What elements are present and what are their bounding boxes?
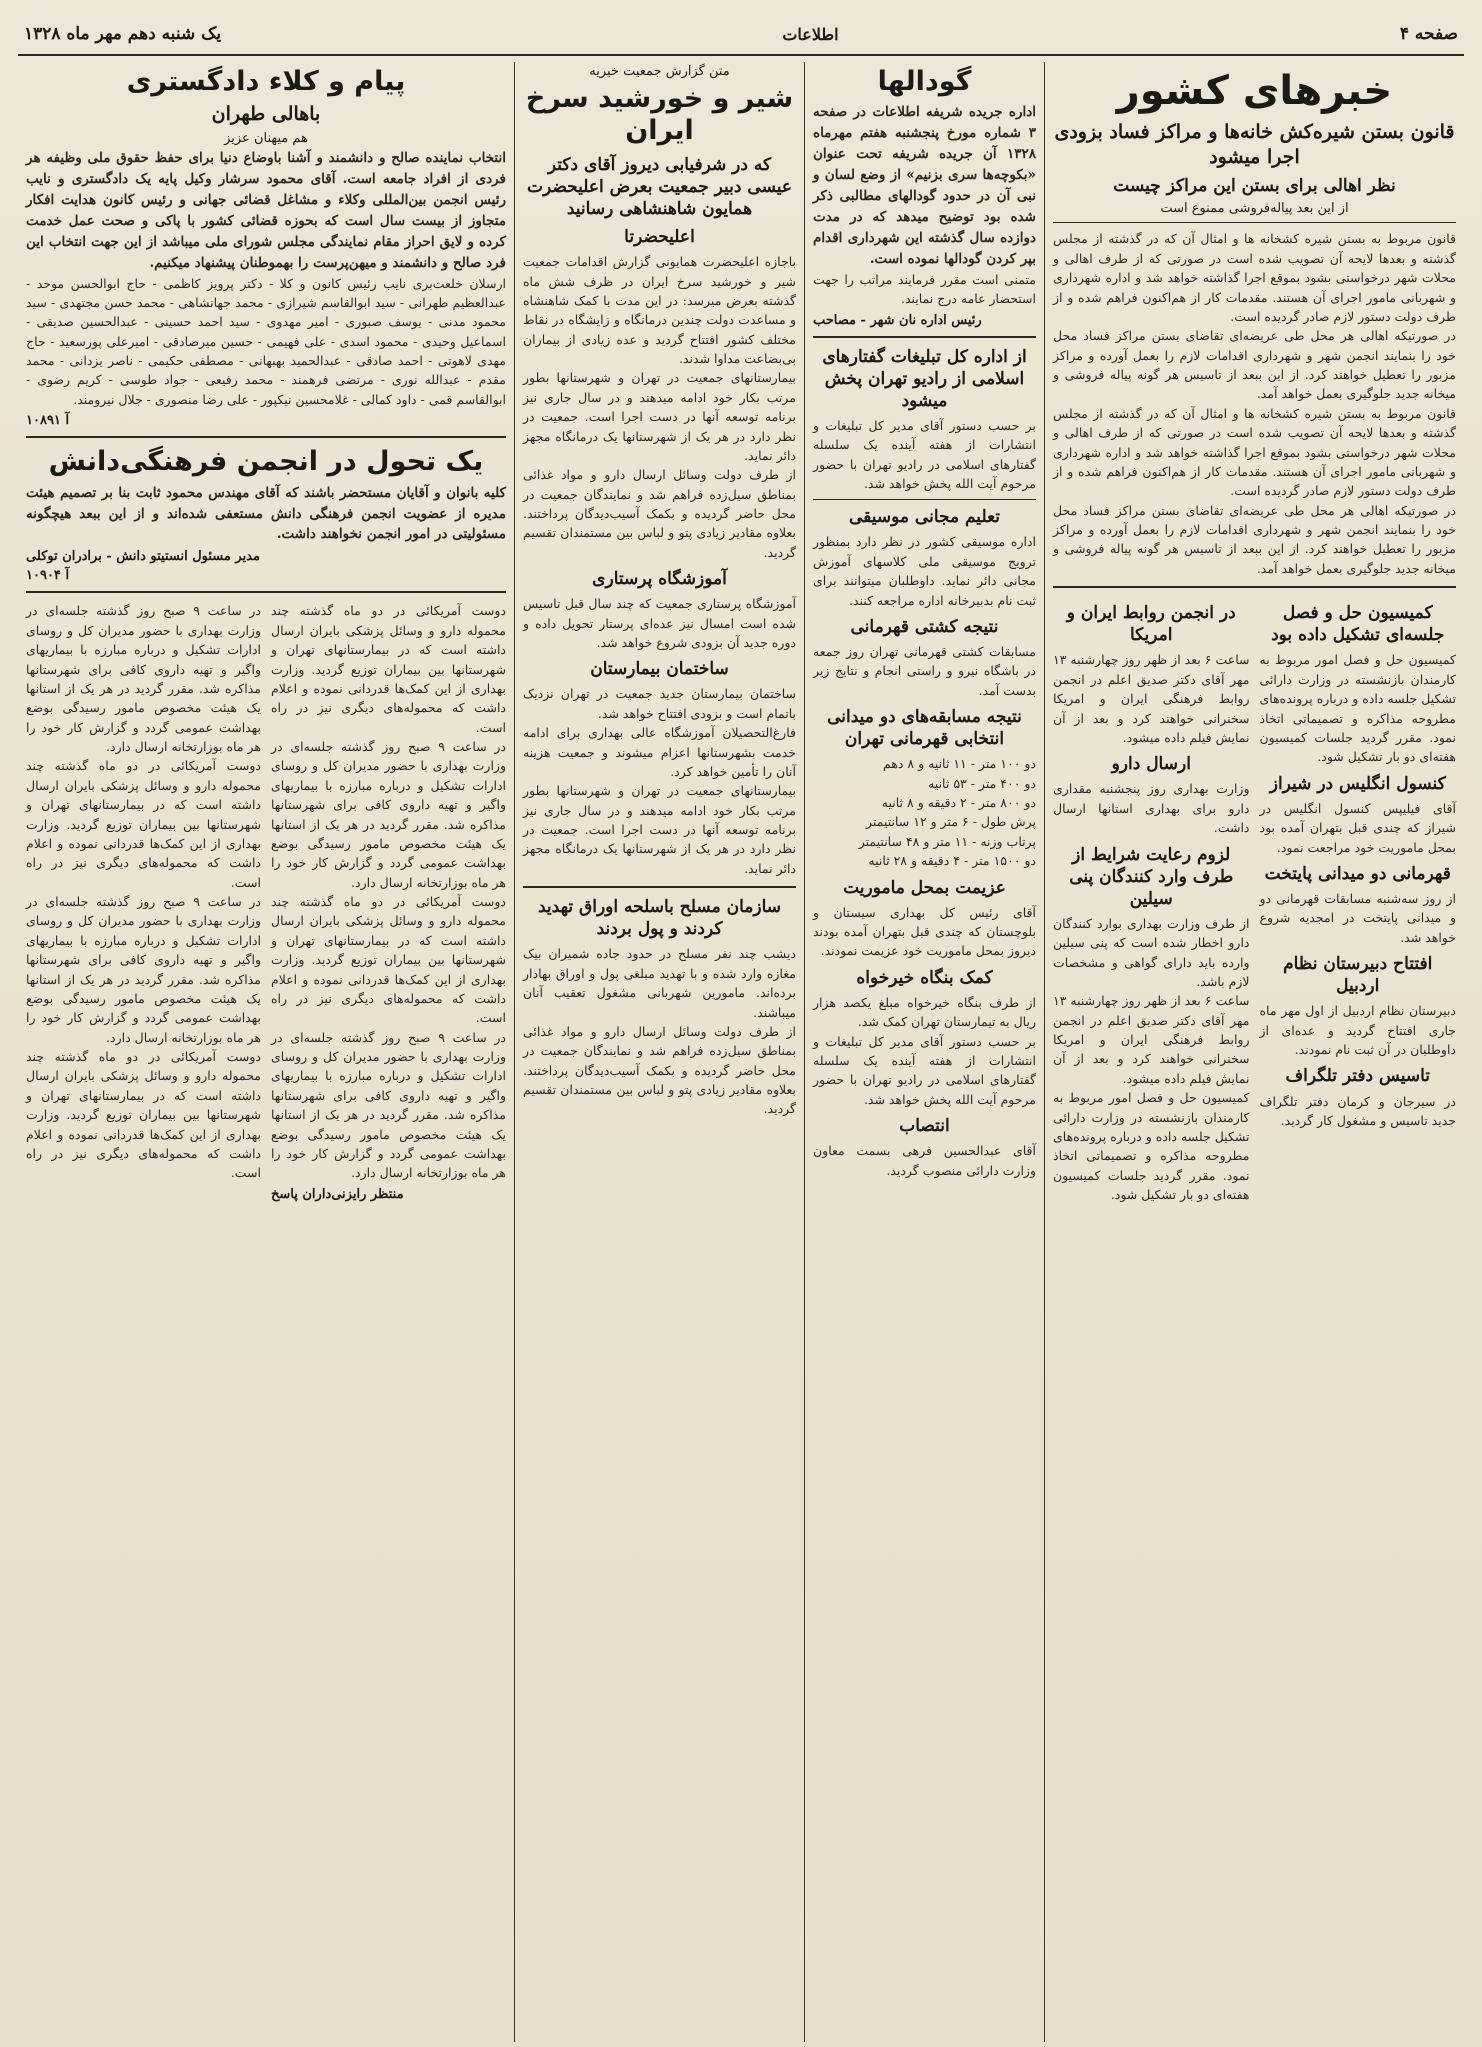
article-body: دبیرستان نظام اردبیل از اول مهر ماه جاری افتتاح گردید و عده‌ای از داوطلبان در آن ثبت نام نمودند. [1259,1003,1456,1058]
article-body: دوست آمریکائی در دو ماه گذشته چند محموله دارو و وسائل پزشکی بایران ارسال داشته است که در بیمارستانهای تهران و شهرستانها بین بیماران توزیع گردید. وزارت بهداری از این کمک‌ها قدردانی نموده و اعلام داشت که محموله‌های دیگری نیز در راه است. [271,894,506,1026]
newspaper-name: اطلاعات [782,24,839,44]
columns [18,62,1464,2042]
headline-commission: کمیسیون حل و فصل جلسه‌ای تشکیل داده بود [1271,603,1445,646]
article-body: باجازه اعلیحضرت همایونی گزارش اقدامات جمعیت شیر و خورشید سرخ ایران در ظرف شش ماه گذشته بعرض میرسد: در این مدت با کمک شاهنشاه و مساعدت دولت چندین درمانگاه و زایشگاه در نقاط مختلف کشور افتتاح گردید و عده زیادی از بیماران بی‌بضاعت مداوا شدند. [523,254,796,367]
article-body: در ساعت ۹ صبح روز گذشته جلسه‌ای در وزارت بهداری با حضور مدیران کل و روسای ادارات تشکیل و درباره مبارزه با بیماریهای واگیر و تهیه داروی کافی برای شهرستانها مذاکره شد. مقرر گردید در هر یک از استانها یک هیئت مخصوص مامور رسیدگی بوضع بهداشت عمومی گردد و گزارش کار خود را هر ماه بوزارتخانه ارسال دارد. [271,1029,506,1181]
article-body: آقای عبدالحسین فرهی بسمت معاون وزارت دارائی منصوب گردید. [813,1143,1036,1178]
article-body: کمیسیون حل و فصل امور مربوط به کارمندان بازنشسته در وزارت دارائی تشکیل جلسه داده و درباره پرونده‌های مطروحه مذاکره و تصمیماتی اتخاذ نمود. مقرر گردید جلسات کمیسیون هفته‌ای دو بار تشکیل شود. [1053,1090,1250,1203]
article-body: مسابقات کشتی قهرمانی تهران روز جمعه در باشگاه نیرو و راستی انجام و نتایج زیر بدست آمد. [813,643,1036,698]
article-body: قانون مربوط به بستن شیره کشخانه ها و امثال آن که در گذشته از مجلس گذشته و بعدها لایحه آن تصویب شده است در صورتی که از طرف اهالی و محلات شهر درخواستی بشود بموقع اجرا گذاشته خواهد شد و اداره شهرداری و شهربانی مامور اجرای آن هستند. مقدمات کار از هم‌اکنون فراهم شده و از طرف دولت دستور لازم صادر گردیده است. [1053,405,1456,499]
article-body: بر حسب دستور آقای مدیر کل تبلیغات و انتشارات از هفته آینده یک سلسله گفتارهای اسلامی در رادیو تهران با حضور مرحوم آیت الله پخش خواهد شد. [813,1033,1036,1107]
article-body: بیمارستانهای جمعیت در تهران و شهرستانها بطور مرتب بکار خود ادامه میدهند و در سال جاری نیز برنامه توسعه آنها در دست اجرا است. جمعیت در نظر دارد در هر یک از شهرستانها یک درمانگاه مجهز دائر نماید. [523,783,796,876]
closing-line: منتظر رایزنی‌داران پاسخ [271,1186,404,1202]
headline-departure: عزیمت بمحل ماموریت [843,877,1006,898]
article-body: در ساعت ۹ صبح روز گذشته جلسه‌ای در وزارت بهداری با حضور مدیران کل و روسای ادارات تشکیل و درباره مبارزه با بیماریهای واگیر و تهیه داروی کافی برای شهرستانها مذاکره شد. مقرر گردید در هر یک از استانها یک هیئت مخصوص مامور رسیدگی بوضع بهداشت عمومی گردد و گزارش کار خود را هر ماه بوزارتخانه ارسال دارد. [26,603,261,755]
article-body: انتخاب نماینده صالح و دانشمند و آشنا باوضاع دنیا برای حفظ حقوق ملی وظیفه هر فردی از افراد جامعه است. آقای محمود سرشار وکیل پایه یک دادگستری و نایب رئیس انجمن بین‌المللی وکلاء و مشاغل قضائی جهانی و رئیس کانون هدایت افکار متجاوز از بیست سال است که بحوزه قضائی کشور با پاکی و صحت عمل خدمت کرده و لایق احراز مقام نمایندگی مجلس شورای ملی میباشد از این جهت انتخاب این فرد صالح و دانشمند و میهن‌پرست را بهموطنان پیشنهاد میکنیم. [26,150,506,271]
column-country-news [1044,62,1464,2042]
section-title-gudalha: گودالها [877,66,972,97]
column-gudalha [804,62,1044,2042]
headline-broadcast: از اداره کل تبلیغات گفتارهای اسلامی از رادیو تهران پخش میشود [822,346,1027,411]
section-title-lawyers-message: پیام و کلاء دادگستری [126,66,406,97]
article-body: قانون مربوط به بستن شیره کشخانه ها و امثال آن که در گذشته از مجلس گذشته و بعدها لایحه آن تصویب شده است در صورتی که از طرف اهالی و محلات شهر درخواستی بشود بموقع اجرا گذاشته خواهد شد و اداره شهرداری و شهربانی مامور اجرای آن هستند. مقدمات کار از هم‌اکنون فراهم شده و از طرف دولت دستور لازم صادر گردیده است. [1053,231,1456,324]
result-line: دو ۱۵۰۰ متر - ۴ دقیقه و ۲۸ ثانیه [868,853,1036,869]
article-body: اداره جریده شریفه اطلاعات در صفحه ۳ شماره مورخ پنجشنبه هفتم مهرماه ۱۳۲۸ آن جریده شریفه تحت عنوان «بکوچه‌ها سری بزنیم» از وضع لسان و نبی آن در حدود گودالهای مطالبی ذکر شده بود توضیح میدهد که در مدت دوازده سال گذشته این شهرداری اقدام بپر کردن گودالها نموده است. [813,104,1036,267]
salutation: اعلیحضرتا [624,227,695,248]
headline-wrestling: نتیجه کشتی قهرمانی [850,616,999,637]
lower-articles [26,601,506,1205]
headline-military-school: افتتاح دبیرستان نظام اردبیل [1283,954,1433,997]
article-body: در صورتیکه اهالی هر محل طی عریضه‌ای تقاضای بستن مراکز فساد محل خود را بنمایند انجمن شهر و شهرداری اقدامات لازم را بعمل آورده و مراکز مزبور را تعطیل خواهند کرد. از این ببعد از تاسیس هر گونه پیاله فروشی و میخانه جدید جلوگیری بعمل خواهد آمد. [1053,328,1456,402]
section-title-country-news: خبرهای کشور [1116,68,1393,114]
headline-liquor-ban: از این بعد پیاله‌فروشی ممنوع است [1160,201,1349,217]
article-body: در ساعت ۹ صبح روز گذشته جلسه‌ای در وزارت بهداری با حضور مدیران کل و روسای ادارات تشکیل و درباره مبارزه با بیماریهای واگیر و تهیه داروی کافی برای شهرستانها مذاکره شد. مقرر گردید در هر یک از استانها یک هیئت مخصوص مامور رسیدگی بوضع بهداشت عمومی گردد و گزارش کار خود را هر ماه بوزارتخانه ارسال دارد. [271,739,506,890]
article-body: در ساعت ۹ صبح روز گذشته جلسه‌ای در وزارت بهداری با حضور مدیران کل و روسای ادارات تشکیل و درباره مبارزه با بیماریهای واگیر و تهیه داروی کافی برای شهرستانها مذاکره شد. مقرر گردید در هر یک از استانها یک هیئت مخصوص مامور رسیدگی بوضع بهداشت عمومی گردد و گزارش کار خود را هر ماه بوزارتخانه ارسال دارد. [26,894,261,1045]
signature: مدیر مسئول انستیتو دانش - برادران توکلی [26,549,260,565]
article-body: آقای رئیس کل بهداری سیستان و بلوچستان که چندی قبل بتهران آمده بودند دیروز بمحل ماموریت خود عزیمت نمودند. [813,904,1036,959]
page-number: صفحه ۴ [1399,24,1458,44]
masthead [18,14,1464,56]
headline-nursing-school: آموزشگاه پرستاری [592,569,727,590]
article-body: بیمارستانهای جمعیت در تهران و شهرستانها بطور مرتب بکار خود ادامه میدهند و در سال جاری نیز برنامه توسعه آنها در دست اجرا است. جمعیت در نظر دارد در هر یک از شهرستانها یک درمانگاه مجهز دائر نماید. [523,370,796,463]
ad-code: آ ۱۰۹۰۴ [26,568,70,584]
result-line: پرتاب وزنه - ۱۱ متر و ۴۸ سانتیمتر [858,833,1036,849]
greeting: هم میهنان عزیز [224,131,308,147]
result-line: پرش طول - ۶ متر و ۱۲ سانتیمتر [866,814,1036,830]
issue-date: یک شنبه دهم مهر ماه ۱۳۲۸ [24,24,222,44]
article-body: کمیسیون حل و فصل امور مربوط به کارمندان بازنشسته در وزارت دارائی تشکیل جلسه داده و درباره پرونده‌های مطروحه مذاکره و تصمیماتی اتخاذ نمود. مقرر گردید جلسات کمیسیون هفته‌ای دو بار تشکیل شود. [1259,652,1456,765]
headline-music: تعلیم مجانی موسیقی [848,507,1001,528]
ad-code: آ ۱۰۸۹۱ [26,413,70,429]
article-body: اداره موسیقی کشور در نظر دارد بمنظور ترویج موسیقی ملی کلاسهای آموزش مجانی دائر نماید. داوطلبان میتوانند برای ثبت نام بدبیرخانه اداره مراجعه کنند. [813,534,1036,608]
article-body: از طرف دولت وسائل ارسال دارو و مواد غذائی بمناطق سیل‌زده فراهم شد و نمایندگان جمعیت در محل حاضر گردیده و بکمک آسیب‌دیدگان پرداختند. بعلاوه مقادیر زیادی پتو و لباس بین مستمندان تقسیم گردید. [523,467,796,560]
article-body: از طرف وزارت بهداری بوارد کنندگان دارو اخطار شده است که پنی سیلین وارده باید دارای گواهی و مشخصات لازم باشد. [1053,915,1250,989]
article-body: متمنی است مقرر فرمایند مراتب را جهت استحضار عامه درج نمایند. [813,271,1036,307]
article-body: در صورتیکه اهالی هر محل طی عریضه‌ای تقاضای بستن مراکز فساد محل خود را بنمایند انجمن شهر و شهرداری اقدامات لازم را بعمل آورده و مراکز مزبور را تعطیل خواهند کرد. از این ببعد از تاسیس هر گونه پیاله فروشی و میخانه جدید جلوگیری بعمل خواهد آمد. [1053,502,1456,576]
article-body: بر حسب دستور آقای مدیر کل تبلیغات و انتشارات از هفته آینده یک سلسله گفتارهای اسلامی در رادیو تهران با حضور مرحوم آیت الله پخش خواهد شد. [813,417,1036,491]
article-body: دوست آمریکائی در دو ماه گذشته چند محموله دارو و وسائل پزشکی بایران ارسال داشته است که در بیمارستانهای تهران و شهرستانها بین بیماران توزیع گردید. وزارت بهداری از این کمک‌ها قدردانی نموده و اعلام داشت که محموله‌های دیگری نیز در راه است. [26,1049,261,1181]
article-body: وزارت بهداری روز پنجشنبه مقداری دارو برای بهداری استانها ارسال داشت. [1053,781,1250,836]
signatories: ارسلان خلعت‌بری نایب رئیس کانون و کلا - دکتر پرویز کاظمی - حاج ابوالحسن موحد - عبدالعظیم طهرانی - سید ابوالقاسم شیرازی - محمد جهانشاهی - محمد حسن مجتهدی - سید محمود مدنی - یوسف صبوری - امیر مهدوی - سید احمد حسینی - عبدالحسین صدیقی - اسماعیل وحیدی - محمود اسدی - علی فهیمی - حسین میرصادقی - امیرعلی پورسعید - حاج مهدی لاهوتی - احمد صادقی - عبدالحمید بهبهانی - مصطفی حکیمی - ناصر یزدانی - محمد مقدم - عبدالله نوری - مرتضی فرهمند - محمد رفیعی - جواد طوسی - کریم رضوی - ابوالقاسم قمی - داود کمالی - غلامحسین نیکپور - علی رضا منصوری - جلال نیرومند. [26,275,506,407]
headline-athletics: قهرمانی دو میدانی پایتخت [1264,863,1451,884]
article-body: فارغ‌التحصیلان آموزشگاه عالی بهداری برای ادامه خدمت بشهرستانها اعزام میشوند و جمعیت هزینه آنان را تأمین خواهد کرد. [523,725,796,779]
headline-consul: کنسول انگلیس در شیراز [1269,773,1446,794]
article-body: ساختمان بیمارستان جدید جمعیت در تهران نزدیک باتمام است و بزودی افتتاح خواهد شد. [523,686,796,721]
headline-armed-robbery: سازمان مسلح باسلحه اوراق تهدید کردند و پول بردند [537,897,782,940]
headline-telegraph: تاسیس دفتر تلگراف [1285,1066,1430,1087]
subheadline: باهالی طهران [211,103,321,126]
article-body: از روز سه‌شنبه مسابقات قهرمانی دو و میدانی پایتخت در امجدیه شروع خواهد شد. [1259,890,1456,945]
kicker: متن گزارش جمعیت خیریه [589,64,730,79]
article-body: از طرف دولت وسائل ارسال دارو و مواد غذائی بمناطق سیل‌زده فراهم شد و نمایندگان جمعیت در محل حاضر گردیده و بکمک آسیب‌دیدگان پرداختند. بعلاوه مقادیر زیادی پتو و لباس بین مستمندان تقسیم گردید. [523,1023,796,1117]
result-line: دو ۸۰۰ متر - ۲ دقیقه و ۸ ثانیه [881,795,1036,811]
news-briefs [1053,596,1456,1204]
headline-opium-dens: قانون بستن شیره‌کش خانه‌ها و مراکز فساد بزودی اجرا میشود [1054,121,1455,168]
signature: رئیس اداره نان شهر - مصاحب [813,312,982,328]
article-body: ساعت ۶ بعد از ظهر روز چهارشنبه ۱۳ مهر آقای دکتر صدیق اعلم در انجمن روابط فرهنگی ایران و امریکا سخنرانی خواهند کرد و بعد از آن نمایش فیلم داده میشود. [1053,993,1250,1086]
headline-appointment: انتصاب [899,1116,950,1137]
article-body: ساعت ۶ بعد از ظهر روز چهارشنبه ۱۳ مهر آقای دکتر صدیق اعلم در انجمن روابط فرهنگی ایران و امریکا سخنرانی خواهند کرد و بعد از آن نمایش فیلم داده میشود. [1053,652,1250,745]
headline-relations: در انجمن روابط ایران و امریکا [1066,603,1236,646]
headline-cultural-society: یک تحول در انجمن فرهنگی‌دانش [48,446,484,478]
headline-medicine: ارسال دارو [1111,754,1191,775]
article-body: دیشب چند نفر مسلح در حدود جاده شمیران بیک مغازه وارد شده و با تهدید مبلغی پول و اوراق بهادار برده‌اند. مامورین شهربانی مشغول تعقیب آنان میباشند. [523,946,796,1020]
article-body: دوست آمریکائی در دو ماه گذشته چند محموله دارو و وسائل پزشکی بایران ارسال داشته است که در بیمارستانهای تهران و شهرستانها بین بیماران توزیع گردید. وزارت بهداری از این کمک‌ها قدردانی نموده و اعلام داشت که محموله‌های دیگری نیز در راه است. [271,603,506,735]
article-body: دوست آمریکائی در دو ماه گذشته چند محموله دارو و وسائل پزشکی بایران ارسال داشته است که در بیمارستانهای تهران و شهرستانها بین بیماران توزیع گردید. وزارت بهداری از این کمک‌ها قدردانی نموده و اعلام داشت که محموله‌های دیگری نیز در راه است. [26,758,261,890]
headline-charity-help: کمک بنگاه خیرخواه [856,967,993,988]
article-body: آموزشگاه پرستاری جمعیت که چند سال قبل تاسیس شده است امسال نیز عده‌ای پرستار تحویل داده و دوره جدید آن بزودی شروع خواهد شد. [523,596,796,650]
headline-residents-view: نظر اهالی برای بستن این مراکز چیست [1113,176,1396,197]
headline-race-results: نتیجه مسابقه‌های دو میدانی انتخابی قهرمانی تهران [827,707,1022,750]
headline-penicillin: لزوم رعایت شرایط از طرف وارد کنندگان پنی سیلین [1069,844,1234,909]
result-line: دو ۴۰۰ متر - ۵۳ ثانیه [928,775,1036,791]
result-line: دو ۱۰۰ متر - ۱۱ ثانیه و ۸ دهم [882,756,1036,772]
article-body: در سیرجان و کرمان دفتر تلگراف جدید تاسیس و مشغول کار گردید. [1259,1093,1456,1128]
article-body: از طرف بنگاه خیرخواه مبلغ یکصد هزار ریال به تیمارستان تهران کمک شد. [813,994,1036,1030]
article-body: آقای فیلیپس کنسول انگلیس در شیراز که چندی قبل بتهران آمده بود بمحل ماموریت خود مراجعت نمود. [1259,800,1456,855]
column-red-lion-sun [514,62,804,2042]
headline-hospital: ساختمان بیمارستان [590,659,729,680]
article-body: کلیه بانوان و آقایان مستحضر باشند که آقای مهندس محمود ثابت بنا بر تصمیم هیئت مدیره از عضویت انجمن فرهنگی دانش مستعفی شده‌اند و از این ببعد هیچگونه مسئولیتی در امور انجمن نخواهند داشت. [26,484,506,543]
subheadline: که در شرفیابی دیروز آقای دکتر عیسی دبیر جمعیت بعرض اعلیحضرت همایون شاهنشاهی رسانید [526,154,793,219]
column-lawyers-message [18,62,514,2042]
section-title-red-lion-sun: شیر و خورشید سرخ ایران [525,83,794,147]
